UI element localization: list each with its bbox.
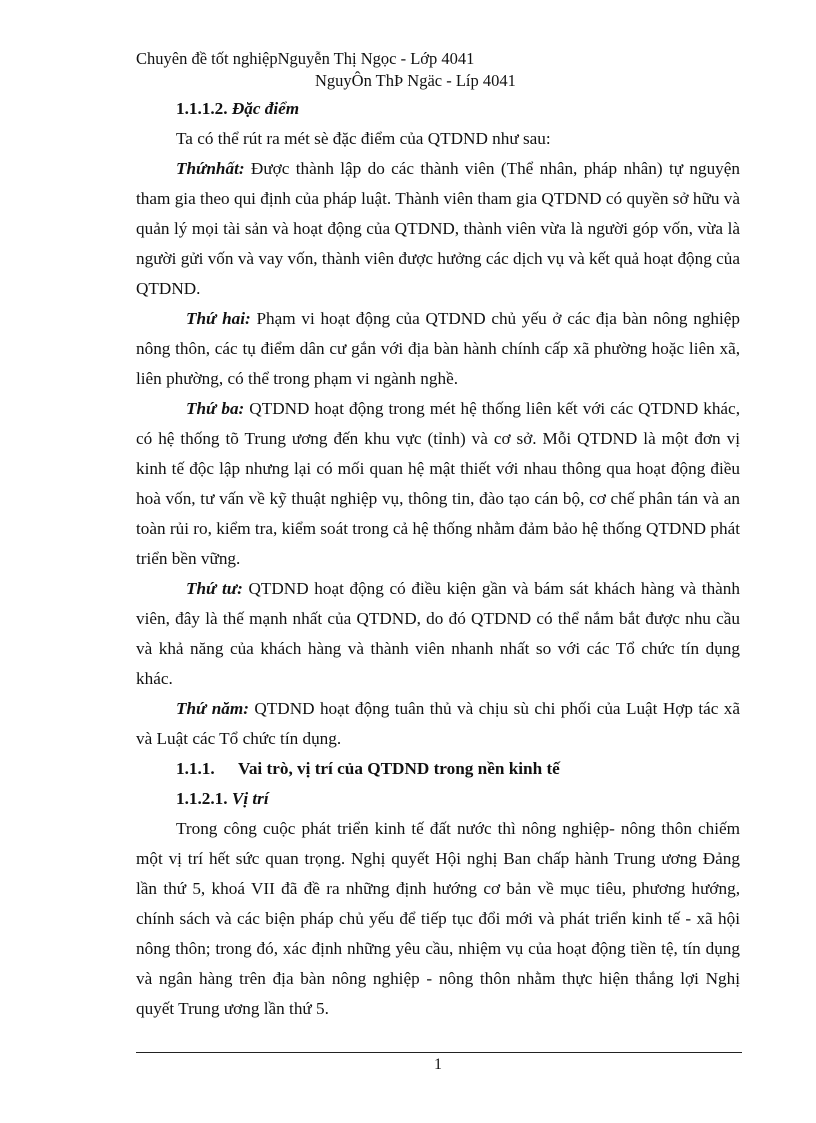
paragraph-thu-nam <box>136 694 740 754</box>
lead-thu-nhat: Thứnhất: <box>176 159 245 178</box>
page-header-line1: Chuyên đề tốt nghiệpNguyễn Thị Ngọc - Lớp 4041 <box>136 49 475 68</box>
lead-thu-tu: Thứ tư: <box>186 579 243 598</box>
heading-number: 1.1.1.2. <box>176 99 228 118</box>
paragraph-vi-tri: Trong công cuộc phát triển kinh tế đất nước thì nông nghiệp- nông thôn chiếm một vị trí hết sức quan trọng. Nghị quyết Hội nghị Ban chấp hành Trung ương Đảng lần thứ 5, khoá VII đã đề ra những định hướng cơ bản về mục tiêu, phương hướng, chính sách và các biện pháp chủ yếu để tiếp tục đổi mới và phát triển kinh tế - xã hội nông thôn; trong đó, xác định những yêu cầu, nhiệm vụ của hoạt động tiền tệ, tín dụng và ngân hàng trên địa bàn nông nghiệp - nông thôn nhằm thực hiện thắng lợi Nghị quyết Trung ương lần thứ 5. <box>136 819 740 1018</box>
footer-divider <box>136 1052 742 1053</box>
paragraph-thu-hai <box>136 304 740 394</box>
heading-vi-tri <box>136 784 740 814</box>
heading-title: Đặc điểm <box>231 99 300 118</box>
heading-title: Vai trò, vị trí của QTDND trong nền kinh tế <box>238 759 560 778</box>
intro-paragraph: Ta có thể rút ra mét sè đặc điểm của QTDND như sau: <box>176 129 551 148</box>
text-thu-nam: QTDND hoạt động tuân thủ và chịu sù chi phối của Luật Hợp tác xã và Luật các Tổ chức tín dụng. <box>136 699 740 748</box>
lead-thu-ba: Thứ ba: <box>186 399 245 418</box>
heading-dac-diem <box>136 94 740 124</box>
page-header-line2: NguyÔn ThÞ Ngäc - Líp 4041 <box>315 71 516 90</box>
text-thu-ba: QTDND hoạt động trong mét hệ thống liên kết với các QTDND khác, có hệ thống tõ Trung ương đến khu vực (tỉnh) và cơ sở. Mỗi QTDND là một đơn vị kinh tế độc lập nhưng lại có mối quan hệ mật thiết với nhau thông qua hoạt động điều hoà vốn, tư vấn về kỹ thuật nghiệp vụ, thông tin, đào tạo cán bộ, cơ chế phân tán và an toàn rủi ro, kiểm tra, kiểm soát trong cả hệ thống nhằm đảm bảo hệ thống QTDND phát triển bền vững. <box>136 399 740 568</box>
page-number: 1 <box>434 1056 442 1073</box>
lead-thu-hai: Thứ hai: <box>186 309 251 328</box>
heading-title: Vị trí <box>231 789 269 808</box>
lead-thu-nam: Thứ năm: <box>176 699 249 718</box>
paragraph-thu-tu <box>136 574 740 694</box>
paragraph-thu-ba <box>136 394 740 574</box>
text-thu-nhat: Được thành lập do các thành viên (Thể nhân, pháp nhân) tự nguyện tham gia theo qui định của pháp luật. Thành viên tham gia QTDND có quyền sở hữu và quản lý mọi tài sản và hoạt động của QTDND, thành viên vừa là người góp vốn, vừa là người gửi vốn và vay vốn, thành viên được hưởng các dịch vụ và kết quả hoạt động của QTDND. <box>136 159 740 298</box>
heading-vai-tro <box>136 754 740 784</box>
heading-number: 1.1.1. <box>176 759 215 778</box>
heading-number: 1.1.2.1. <box>176 789 228 808</box>
text-thu-hai: Phạm vi hoạt động của QTDND chủ yếu ở các địa bàn nông nghiệp nông thôn, các tụ điểm dân cư gắn với địa bàn hành chính cấp xã phường hoặc liên xã, liên phường, có thể trong phạm vi ngành nghề. <box>136 309 741 388</box>
document-body <box>136 94 740 1024</box>
text-thu-tu: QTDND hoạt động có điều kiện gần và bám sát khách hàng và thành viên, đây là thế mạnh nhất của QTDND, do đó QTDND có thể nắm bắt được nhu cầu và khả năng của khách hàng và thành viên nhanh nhất so với các Tổ chức tín dụng khác. <box>136 579 740 688</box>
paragraph-thu-nhat <box>136 154 740 304</box>
